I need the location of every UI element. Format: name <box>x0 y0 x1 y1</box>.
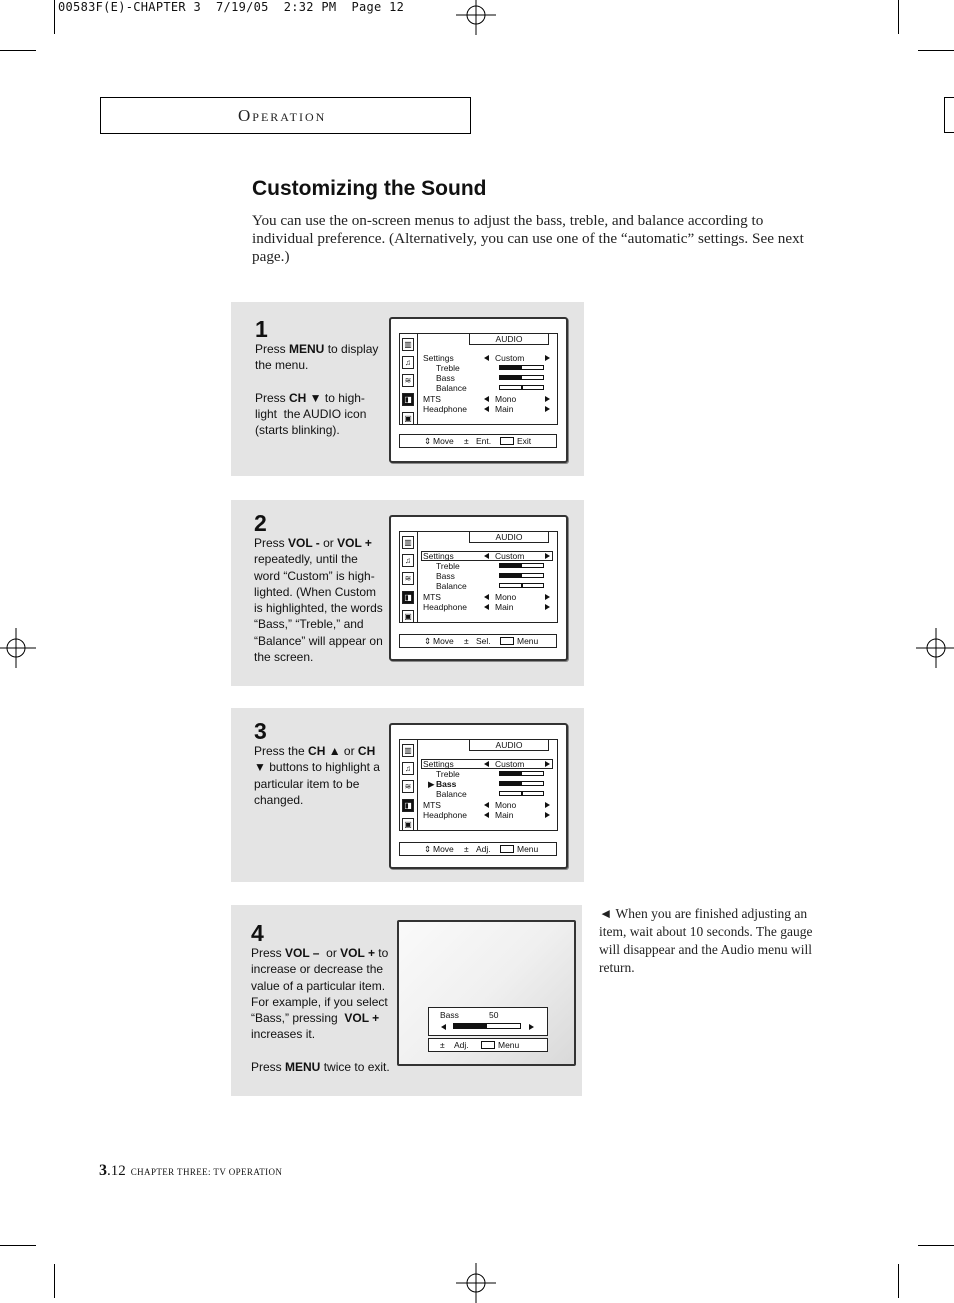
audio-icon: ◨ <box>402 799 414 812</box>
gauge-box <box>428 1007 548 1036</box>
gauge-value: 50 <box>489 1010 499 1020</box>
step-text: Press MENU to display the menu. Press CH ▼ to high- light the AUDIO icon (starts blinking). <box>255 342 379 438</box>
page-number: 3 <box>99 1162 107 1179</box>
updown-icon: ⇕ <box>424 636 432 646</box>
osd-menu-title: AUDIO <box>469 531 549 543</box>
plusminus-icon: ± <box>440 1040 445 1050</box>
osd-bass-label: Bass <box>436 779 457 789</box>
osd-footer-exit: Exit <box>517 436 532 446</box>
step-panel <box>231 500 584 686</box>
osd-bass-bar <box>499 375 544 380</box>
osd-bass-label: Bass <box>436 571 455 581</box>
section-label: OPERATION <box>238 106 327 125</box>
step-text: Press the CH ▲ or CH ▼ buttons to highlight a particular item to be changed. <box>254 744 380 807</box>
menu-key-icon <box>481 1041 495 1049</box>
arrow-left-icon <box>441 1024 446 1030</box>
arrow-right-icon <box>545 802 550 808</box>
crop-mark <box>898 1264 899 1298</box>
gauge-label: Bass <box>440 1010 459 1020</box>
osd-headphone-label: Headphone <box>423 602 467 612</box>
arrow-right-icon <box>545 406 550 412</box>
osd-icon-column <box>400 740 418 830</box>
osd-footer-adj: Adj. <box>476 844 491 854</box>
osd-headphone-label: Headphone <box>423 404 467 414</box>
side-note: ◄ When you are finished adjusting an item, wait about 10 seconds. The gauge will disappear and the Audio menu will return. <box>599 906 813 975</box>
arrow-left-icon <box>484 396 489 402</box>
updown-icon: ⇕ <box>424 436 432 446</box>
osd-balance-bar <box>499 583 544 588</box>
menu-key-icon <box>500 437 514 445</box>
setup-icon: ▣ <box>402 412 414 425</box>
osd-treble-label: Treble <box>436 561 460 571</box>
channel-icon: ≋ <box>402 780 414 793</box>
audio-icon: ◨ <box>402 591 414 604</box>
crop-mark <box>54 0 55 34</box>
plusminus-icon: ± <box>464 636 469 646</box>
osd-screen <box>389 515 568 661</box>
osd-settings-value: Custom <box>484 759 524 769</box>
osd-footer <box>399 842 557 856</box>
page-title: Customizing the Sound <box>252 177 487 200</box>
osd-footer-move: Move <box>433 844 454 854</box>
arrow-right-icon <box>545 396 550 402</box>
picture-icon: ▥ <box>402 744 414 757</box>
osd-mts-label: MTS <box>423 592 441 602</box>
crop-mark <box>918 50 954 51</box>
osd-treble-bar <box>499 771 544 776</box>
step-number: 3 <box>254 718 267 744</box>
osd-mts-value: Mono <box>484 592 516 602</box>
arrow-left-icon <box>484 761 489 767</box>
picture-icon: ▥ <box>402 338 414 351</box>
osd-headphone-label: Headphone <box>423 810 467 820</box>
osd-footer-menu: Menu <box>517 844 539 854</box>
arrow-right-icon <box>545 553 550 559</box>
osd-menu-title: AUDIO <box>469 333 549 345</box>
arrow-right-icon <box>545 604 550 610</box>
arrow-right-icon <box>529 1024 534 1030</box>
osd-mts-value: Mono <box>484 394 516 404</box>
osd-menu <box>399 333 558 425</box>
osd-footer-move: Move <box>433 436 454 446</box>
sound-icon: ♫ <box>402 762 414 775</box>
osd-screen <box>389 317 568 463</box>
osd-footer-move: Move <box>433 636 454 646</box>
osd-settings-value: Custom <box>484 353 524 363</box>
registration-mark-icon <box>916 628 954 668</box>
osd-menu-title: AUDIO <box>469 739 549 751</box>
arrow-left-icon <box>484 594 489 600</box>
updown-icon: ⇕ <box>424 844 432 854</box>
osd-footer <box>399 434 557 448</box>
registration-mark-icon <box>456 0 496 35</box>
page-subnumber: .12 <box>107 1163 126 1179</box>
intro-paragraph: You can use the on-screen menus to adjust the bass, treble, and balance according to individual preference. (Alternatively, you can use one of the “automatic” settings. See next page.) <box>252 212 804 265</box>
osd-headphone-value: Main <box>484 810 513 820</box>
osd-bass-bar <box>499 573 544 578</box>
registration-mark-icon <box>456 1263 496 1303</box>
page-footer <box>99 1162 282 1180</box>
menu-key-icon <box>500 845 514 853</box>
osd-footer-menu: Menu <box>517 636 539 646</box>
osd-footer-ent: Ent. <box>476 436 492 446</box>
gauge-screen <box>397 920 576 1066</box>
osd-bass-label: Bass <box>436 373 455 383</box>
osd-treble-bar <box>499 563 544 568</box>
osd-settings-value: Custom <box>484 551 524 561</box>
chapter-tab <box>944 97 954 133</box>
arrow-right-icon <box>545 812 550 818</box>
osd-balance-label: Balance <box>436 581 467 591</box>
crop-mark <box>0 1245 36 1246</box>
crop-mark <box>54 1264 55 1298</box>
osd-menu <box>399 739 558 831</box>
osd-treble-label: Treble <box>436 769 460 779</box>
osd-settings-label: Settings <box>423 551 454 561</box>
arrow-left-icon <box>484 355 489 361</box>
arrow-right-icon <box>545 594 550 600</box>
osd-balance-bar <box>499 385 544 390</box>
arrow-left-icon <box>484 406 489 412</box>
osd-treble-label: Treble <box>436 363 460 373</box>
sound-icon: ♫ <box>402 554 414 567</box>
arrow-left-icon <box>484 604 489 610</box>
step-number: 4 <box>251 920 264 946</box>
arrow-right-icon <box>545 761 550 767</box>
plusminus-icon: ± <box>464 436 469 446</box>
plusminus-icon: ± <box>464 844 469 854</box>
osd-footer-sel: Sel. <box>476 636 491 646</box>
step-panel <box>231 708 584 882</box>
gauge-footer-menu: Menu <box>498 1040 520 1050</box>
osd-menu <box>399 531 558 623</box>
step-text: Press VOL - or VOL + repeatedly, until the word “Custom” is high- lighted. (When Custom is highlighted, the words “Bass,” “Treble,” and “Balance” will appear on the screen. <box>254 536 383 665</box>
crop-mark <box>898 0 899 34</box>
osd-headphone-value: Main <box>484 404 513 414</box>
picture-icon: ▥ <box>402 536 414 549</box>
osd-settings-label: Settings <box>423 353 454 363</box>
osd-bass-bar <box>499 781 544 786</box>
channel-icon: ≋ <box>402 374 414 387</box>
osd-balance-label: Balance <box>436 383 467 393</box>
osd-footer <box>399 634 557 648</box>
gauge-bar <box>453 1023 521 1029</box>
channel-icon: ≋ <box>402 572 414 585</box>
osd-icon-column <box>400 532 418 622</box>
audio-icon: ◨ <box>402 393 414 406</box>
arrow-left-icon <box>484 802 489 808</box>
setup-icon: ▣ <box>402 818 414 831</box>
selector-icon: ▶ <box>428 779 435 789</box>
osd-screen <box>389 723 568 869</box>
registration-mark-icon <box>0 628 36 668</box>
osd-balance-label: Balance <box>436 789 467 799</box>
crop-mark <box>0 50 36 51</box>
gauge-footer-adj: Adj. <box>454 1040 469 1050</box>
chapter-label: CHAPTER THREE: TV OPERATION <box>130 1167 283 1177</box>
osd-mts-value: Mono <box>484 800 516 810</box>
print-slug: 00583F(E)-CHAPTER 3 7/19/05 2:32 PM Page 12 <box>58 0 405 14</box>
sound-icon: ♫ <box>402 356 414 369</box>
osd-treble-bar <box>499 365 544 370</box>
osd-icon-column <box>400 334 418 424</box>
step-text: Press VOL – or VOL + to increase or decrease the value of a particular item. For example, if you select “Bass,” pressing VOL + increases it. Press MENU twice to exit. <box>251 946 390 1074</box>
gauge-footer <box>428 1038 548 1052</box>
arrow-left-icon <box>484 812 489 818</box>
step-number: 2 <box>254 510 267 536</box>
arrow-right-icon <box>545 355 550 361</box>
setup-icon: ▣ <box>402 610 414 623</box>
step-number: 1 <box>255 316 268 342</box>
osd-mts-label: MTS <box>423 800 441 810</box>
step-panel <box>231 302 584 476</box>
arrow-left-icon <box>484 553 489 559</box>
crop-mark <box>918 1245 954 1246</box>
osd-mts-label: MTS <box>423 394 441 404</box>
osd-headphone-value: Main <box>484 602 513 612</box>
menu-key-icon <box>500 637 514 645</box>
osd-balance-bar <box>499 791 544 796</box>
osd-settings-label: Settings <box>423 759 454 769</box>
